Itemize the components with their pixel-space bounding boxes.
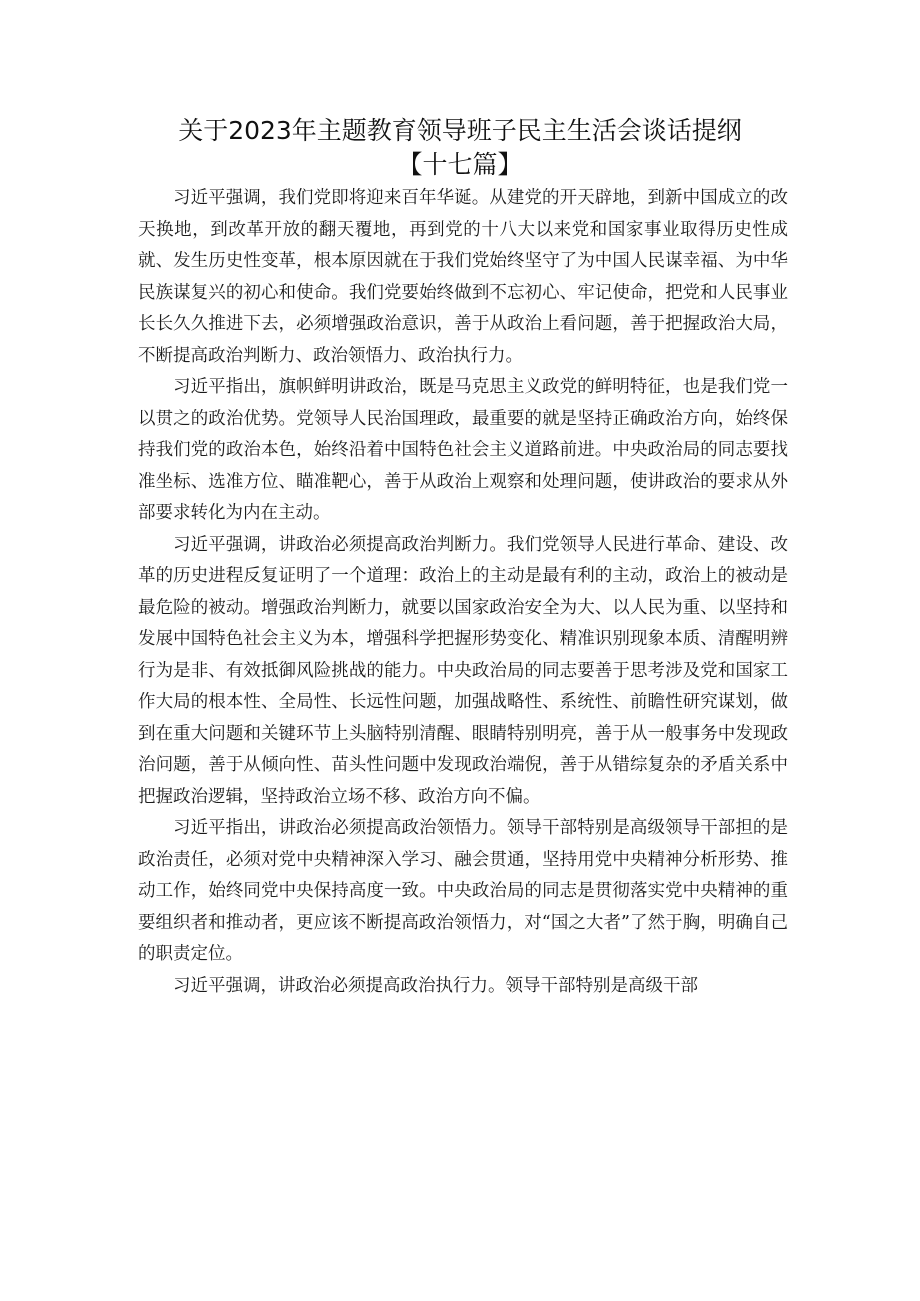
paragraph: 习近平强调，我们党即将迎来百年华诞。从建党的开天辟地，到新中国成立的改天换地，到改革开放的翻天覆地，再到党的十八大以来党和国家事业取得历史性成就、发生历史性变革，根本原因就在于我们党始终坚守了为中国人民谋幸福、为中华民族谋复兴的初心和使命。我们党要始终做到不忘初心、牢记使命，把党和人民事业长长久久推进下去，必须增强政治意识，善于从政治上看问题，善于把握政治大局，不断提高政治判断力、政治领悟力、政治执行力。 [138,188,788,366]
document-subtitle: 【十七篇】 [397,150,523,179]
document-body [138,183,788,1002]
document-title: 关于2023年主题教育领导班子民主生活会谈话提纲 [178,116,742,145]
paragraph: 习近平强调，讲政治必须提高政治判断力。我们党领导人民进行革命、建设、改革的历史进程反复证明了一个道理：政治上的主动是最有利的主动，政治上的被动是最危险的被动。增强政治判断力，就要以国家政治安全为大、以人民为重、以坚持和发展中国特色社会主义为本，增强科学把握形势变化、精准识别现象本质、清醒明辨行为是非、有效抵御风险挑战的能力。中央政治局的同志要善于思考涉及党和国家工作大局的根本性、全局性、长远性问题，加强战略性、系统性、前瞻性研究谋划，做到在重大问题和关键环节上头脑特别清醒、眼睛特别明亮，善于从一般事务中发现政治问题，善于从倾向性、苗头性问题中发现政治端倪，善于从错综复杂的矛盾关系中把握政治逻辑，坚持政治立场不移、政治方向不偏。 [138,534,788,807]
paragraph: 习近平指出，旗帜鲜明讲政治，既是马克思主义政党的鲜明特征，也是我们党一以贯之的政治优势。党领导人民治国理政，最重要的就是坚持正确政治方向，始终保持我们党的政治本色，始终沿着中国特色社会主义道路前进。中央政治局的同志要找准坐标、选准方位、瞄准靶心，善于从政治上观察和处理问题，使讲政治的要求从外部要求转化为内在主动。 [138,377,788,523]
paragraph: 习近平强调，讲政治必须提高政治执行力。领导干部特别是高级干部 [173,975,698,996]
paragraph: 习近平指出，讲政治必须提高政治领悟力。领导干部特别是高级领导干部担的是政治责任，必须对党中央精神深入学习、融会贯通，坚持用党中央精神分析形势、推动工作，始终同党中央保持高度一致。中央政治局的同志是贯彻落实党中央精神的重要组织者和推动者，更应该不断提高政治领悟力，对“国之大者”了然于胸，明确自己的职责定位。 [138,818,788,964]
